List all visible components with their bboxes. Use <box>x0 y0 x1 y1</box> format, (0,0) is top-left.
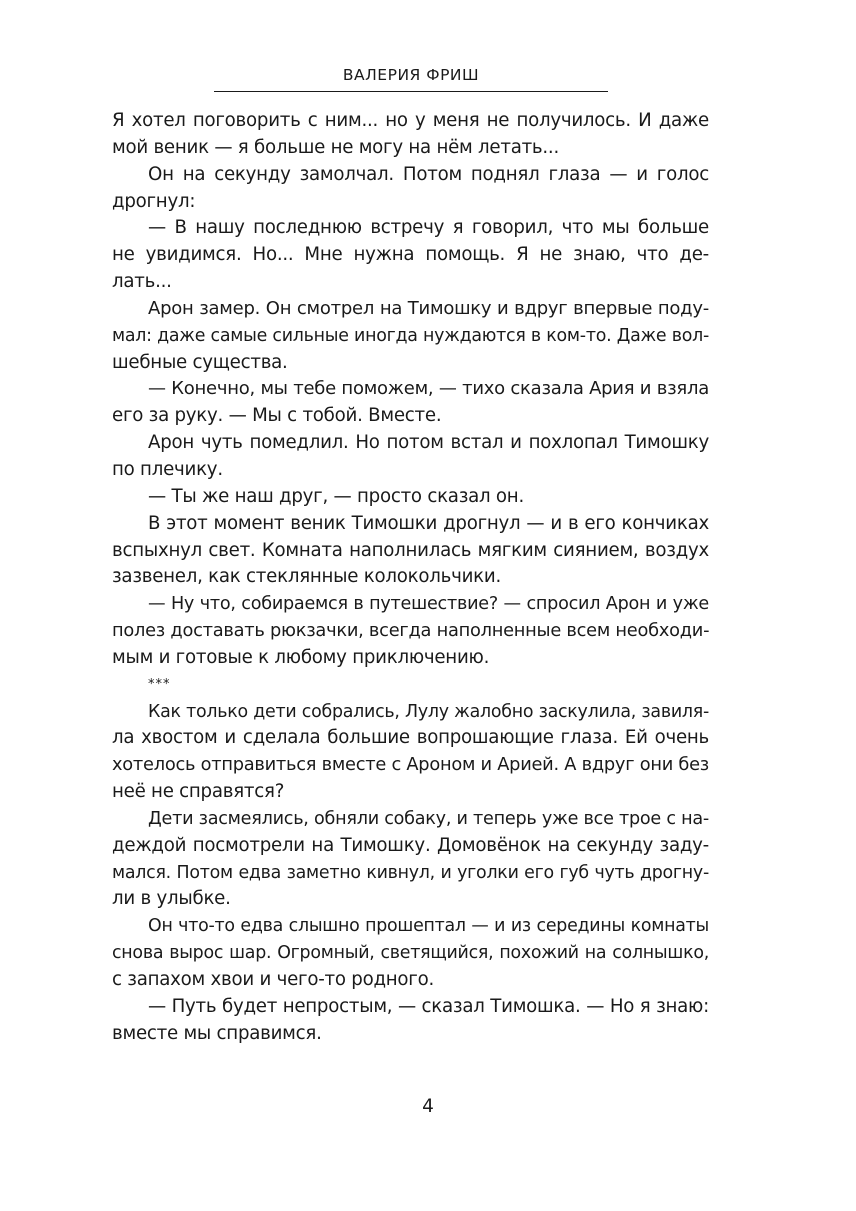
text-line: вспыхнул свет. Комната наполнилась мягким сиянием, воздух <box>112 539 709 561</box>
text-line: — Ты же наш друг, — просто сказал он. <box>148 485 524 507</box>
text-line: Дети засмеялись, обняли собаку, и теперь уже все трое с на- <box>148 808 709 829</box>
text-line: вместе мы справимся. <box>112 1022 322 1044</box>
text-line: полез доставать рюкзачки, всегда наполненные всем необходи- <box>112 620 710 642</box>
text-line: В этот момент веник Тимошки дрогнул — и в его кончиках <box>148 512 709 534</box>
text-line: — В нашу последнюю встречу я говорил, что мы больше <box>148 217 709 239</box>
body-text <box>112 108 709 1048</box>
text-line: мым и готовые к любому приключению. <box>112 646 490 668</box>
text-line: хотелось отправиться вместе с Ароном и Арией. А вдруг они без <box>112 754 710 776</box>
page-number: 4 <box>422 1096 434 1117</box>
header-rule <box>214 91 608 92</box>
text-line: Как только дети собрались, Лулу жалобно заскулила, завиля- <box>148 701 709 722</box>
text-line: Арон чуть помедлил. Но потом встал и похлопал Тимошку <box>148 432 709 454</box>
text-line: шебные существа. <box>112 351 288 373</box>
text-line: Он что-то едва слышно прошептал — и из середины комнаты <box>148 916 709 937</box>
text-line: неё не справятся? <box>112 781 285 803</box>
text-line: его за руку. — Мы с тобой. Вместе. <box>112 405 442 427</box>
text-line: с запахом хвои и чего-то родного. <box>112 969 435 990</box>
section-break: *** <box>148 676 171 692</box>
text-line: по плечику. <box>112 458 223 480</box>
text-line: ли в улыбке. <box>112 888 231 910</box>
text-line: — Ну что, собираемся в путешествие? — спросил Арон и уже <box>148 594 709 615</box>
text-line: Я хотел поговорить с ним... но у меня не получилось. И даже <box>112 110 709 131</box>
text-line: — Путь будет непростым, — сказал Тимошка. — Но я знаю: <box>148 995 709 1017</box>
text-line: деждой посмотрели на Тимошку. Домовёнок на секунду заду- <box>112 834 709 856</box>
text-line: мался. Потом едва заметно кивнул, и уголки его губ чуть дрогну- <box>112 862 709 883</box>
text-line: мал: даже самые сильные иногда нуждаются в ком-то. Даже вол- <box>112 325 709 346</box>
running-header-author: ВАЛЕРИЯ ФРИШ <box>342 66 480 84</box>
text-line: дрогнул: <box>112 190 196 212</box>
text-line: зазвенел, как стеклянные колокольчики. <box>112 566 501 588</box>
text-line: Он на секунду замолчал. Потом поднял глаза — и голос <box>148 163 709 185</box>
text-line: Арон замер. Он смотрел на Тимошку и вдруг впервые поду- <box>148 297 709 319</box>
text-line: не увидимся. Но... Мне нужна помощь. Я не знаю, что де- <box>112 244 709 266</box>
text-line: лать... <box>112 271 172 293</box>
text-line: мой веник — я больше не могу на нём летать... <box>112 136 559 158</box>
text-line: — Конечно, мы тебе поможем, — тихо сказала Ария и взяла <box>148 378 710 400</box>
text-line: снова вырос шар. Огромный, светящийся, похожий на солнышко, <box>112 943 709 964</box>
text-line: ла хвостом и сделала большие вопрошающие глаза. Ей очень <box>112 727 709 749</box>
